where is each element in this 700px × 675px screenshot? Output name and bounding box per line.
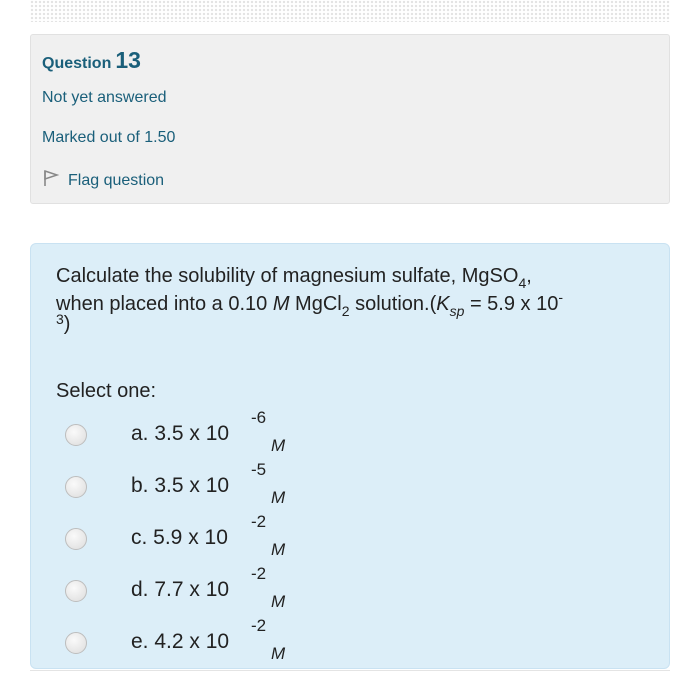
exponent-digit: 3 [56, 311, 64, 327]
ksp-symbol: K [436, 293, 450, 315]
question-state: Not yet answered [42, 89, 167, 106]
radio-button[interactable] [65, 528, 87, 550]
option-unit: M [271, 644, 286, 663]
ksp-subscript: sp [449, 303, 465, 319]
molar-symbol: M [272, 293, 290, 315]
top-dotted-border [30, 0, 670, 22]
option-b[interactable] [65, 454, 365, 506]
subscript: 2 [341, 303, 350, 319]
option-exponent: -6 [251, 408, 267, 427]
option-label[interactable]: b. 3.5 x 10 [131, 474, 230, 497]
question-text-part: , [526, 265, 532, 287]
option-e[interactable] [65, 610, 365, 662]
option-c[interactable] [65, 506, 365, 558]
question-info-box [30, 34, 670, 204]
radio-button[interactable] [65, 632, 87, 654]
question-text-part: = 5.9 x 10 [464, 293, 559, 315]
option-exponent: -2 [251, 512, 267, 531]
question-text-part: MgCl [289, 293, 342, 315]
question-word: Question [42, 55, 112, 72]
question-text-part: ) [63, 313, 71, 335]
radio-button[interactable] [65, 580, 87, 602]
question-title [42, 47, 141, 74]
question-text-part: solution.( [349, 293, 437, 315]
answer-options [65, 402, 365, 662]
option-label[interactable]: a. 3.5 x 10 [131, 422, 230, 445]
question-text-part: Calculate the solubility of magnesium sulfate, MgSO [56, 265, 519, 287]
radio-button[interactable] [65, 424, 87, 446]
flag-icon [42, 169, 68, 192]
option-a[interactable] [65, 402, 365, 454]
question-line-2 [56, 290, 616, 318]
flag-question-link[interactable] [42, 169, 164, 192]
option-exponent: -2 [251, 564, 267, 583]
option-label[interactable]: d. 7.7 x 10 [131, 578, 230, 601]
option-exponent: -2 [251, 616, 267, 635]
option-label[interactable]: c. 5.9 x 10 [131, 526, 228, 549]
superscript: - [558, 289, 564, 305]
question-number: 13 [115, 47, 141, 73]
question-text [56, 262, 616, 338]
subscript: 4 [518, 275, 527, 291]
flag-question-label: Flag question [68, 171, 165, 189]
select-one-prompt: Select one: [56, 380, 157, 402]
radio-button[interactable] [65, 476, 87, 498]
option-unit: M [271, 540, 286, 559]
option-d[interactable] [65, 558, 365, 610]
option-exponent: -5 [251, 460, 267, 479]
question-line-1 [56, 262, 616, 290]
bottom-divider [30, 670, 670, 671]
question-text-part: when placed into a 0.10 [56, 293, 273, 315]
question-panel [30, 243, 670, 669]
option-label[interactable]: e. 4.2 x 10 [131, 630, 230, 653]
option-unit: M [271, 592, 286, 611]
option-unit: M [271, 436, 286, 455]
question-grade: Marked out of 1.50 [42, 129, 176, 146]
option-unit: M [271, 488, 286, 507]
